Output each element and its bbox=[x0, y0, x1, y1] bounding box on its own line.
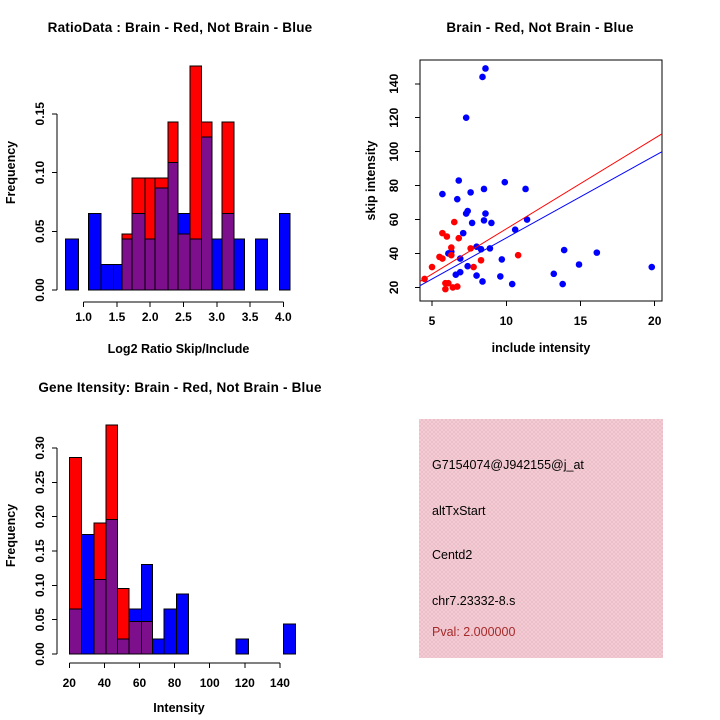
gene-intensity-histogram-plot bbox=[0, 360, 360, 720]
x-tick-label: 20 bbox=[62, 676, 76, 690]
scatter-point-blue bbox=[482, 210, 489, 217]
y-tick-label: 0.05 bbox=[33, 219, 47, 243]
x-tick-label: 3.0 bbox=[208, 310, 226, 324]
probe-id-text: G7154074@J942155@j_at bbox=[432, 458, 584, 472]
histogram-bar-overlap bbox=[155, 188, 168, 290]
histogram-bar-overlap bbox=[141, 621, 152, 654]
x-axis-label: Log2 Ratio Skip/Include bbox=[107, 342, 250, 356]
scatter-point-blue bbox=[452, 271, 459, 278]
panel-ratio-histogram bbox=[0, 0, 360, 360]
histogram-bar-overlap bbox=[132, 213, 145, 290]
scatter-point-blue bbox=[463, 114, 470, 121]
histogram-bar-red bbox=[222, 122, 234, 213]
x-tick-label: 2.5 bbox=[175, 310, 192, 324]
scatter-point-red bbox=[451, 219, 458, 226]
scatter-point-blue bbox=[482, 65, 489, 72]
histogram-bar-overlap bbox=[69, 609, 81, 654]
y-tick-label: 0.10 bbox=[33, 573, 47, 597]
histogram-bar-blue bbox=[82, 535, 94, 654]
scatter-point-blue bbox=[469, 220, 476, 227]
histogram-bar-red bbox=[155, 178, 168, 188]
y-tick-label: 40 bbox=[387, 246, 401, 261]
scatter-point-blue bbox=[509, 281, 516, 288]
x-tick-label: 80 bbox=[167, 676, 182, 690]
x-axis-label: include intensity bbox=[491, 341, 591, 355]
scatter-point-blue bbox=[464, 263, 471, 270]
panel-intensity-scatter bbox=[360, 0, 720, 360]
x-tick-label: 60 bbox=[132, 676, 147, 690]
scatter-point-red bbox=[455, 235, 462, 242]
histogram-bar-blue bbox=[283, 624, 295, 654]
histogram-bar-red bbox=[118, 589, 129, 639]
histogram-bar-blue bbox=[178, 213, 190, 234]
scatter-point-blue bbox=[460, 230, 467, 237]
histogram-bar-red bbox=[145, 178, 155, 239]
histogram-bar-overlap bbox=[129, 621, 141, 654]
histogram-bar-overlap bbox=[118, 639, 129, 654]
y-tick-label: 0.15 bbox=[33, 539, 47, 563]
scatter-title: Brain - Red, Not Brain - Blue bbox=[446, 20, 634, 35]
scatter-point-blue bbox=[499, 256, 506, 263]
histogram-bar-blue bbox=[164, 609, 176, 654]
y-tick-label: 100 bbox=[387, 141, 401, 162]
intensity-scatter-plot bbox=[360, 0, 720, 360]
x-axis-label: Intensity bbox=[153, 701, 205, 715]
y-tick-label: 0.15 bbox=[33, 102, 47, 126]
x-tick-label: 2.0 bbox=[141, 310, 159, 324]
y-axis-label: skip intensity bbox=[364, 140, 378, 221]
gene-info-box bbox=[419, 419, 663, 658]
scatter-point-blue bbox=[439, 191, 446, 198]
scatter-point-blue bbox=[479, 278, 486, 285]
regression-line-red bbox=[420, 134, 662, 282]
scatter-point-blue bbox=[522, 186, 529, 193]
histogram-bar-overlap bbox=[168, 162, 178, 290]
histogram-bar-blue bbox=[129, 609, 141, 621]
scatter-point-red bbox=[442, 286, 449, 293]
histogram-bar-overlap bbox=[190, 239, 201, 290]
histogram-bar-blue bbox=[234, 239, 245, 290]
histogram-bar-red bbox=[94, 523, 106, 579]
scatter-point-blue bbox=[648, 264, 655, 271]
scatter-point-blue bbox=[455, 177, 462, 184]
scatter-point-blue bbox=[561, 247, 568, 254]
ratio-histogram-plot bbox=[0, 0, 360, 360]
histogram-bar-overlap bbox=[94, 579, 106, 654]
x-tick-label: 120 bbox=[234, 676, 255, 690]
histogram-bar-overlap bbox=[178, 234, 190, 290]
scatter-point-red bbox=[439, 255, 446, 262]
histogram-bar-blue bbox=[153, 639, 164, 654]
y-tick-label: 80 bbox=[387, 178, 401, 193]
panel-gene-intensity-histogram bbox=[0, 360, 360, 720]
scatter-point-red bbox=[448, 252, 455, 259]
histogram-bar-blue bbox=[212, 239, 222, 290]
x-tick-label: 10 bbox=[499, 314, 513, 328]
histogram-bar-red bbox=[106, 425, 117, 520]
y-tick-label: 140 bbox=[387, 73, 401, 94]
x-tick-label: 140 bbox=[269, 676, 290, 690]
x-tick-label: 4.0 bbox=[275, 310, 292, 324]
histogram-bar-blue bbox=[255, 239, 267, 290]
histogram-bar-blue bbox=[88, 213, 101, 290]
histogram-bar-red bbox=[201, 122, 212, 137]
x-tick-label: 3.5 bbox=[241, 310, 259, 324]
histogram-bar-overlap bbox=[106, 520, 117, 654]
pval-text: Pval: 2.000000 bbox=[432, 625, 516, 639]
y-axis-label: Frequency bbox=[4, 503, 18, 568]
scatter-point-blue bbox=[550, 271, 557, 278]
scatter-point-red bbox=[429, 264, 436, 271]
y-tick-label: 0.00 bbox=[33, 278, 47, 302]
y-tick-label: 20 bbox=[387, 280, 401, 295]
histogram-bar-red bbox=[168, 122, 178, 162]
histogram-bar-overlap bbox=[122, 239, 132, 290]
y-tick-label: 0.05 bbox=[33, 607, 47, 632]
y-tick-label: 60 bbox=[387, 212, 401, 227]
x-tick-label: 40 bbox=[97, 676, 112, 690]
scatter-point-blue bbox=[501, 179, 508, 186]
scatter-point-blue bbox=[479, 74, 486, 81]
scatter-point-blue bbox=[467, 189, 474, 196]
ratio-histogram-title: RatioData : Brain - Red, Not Brain - Blue bbox=[47, 20, 313, 35]
scatter-point-blue bbox=[463, 210, 470, 217]
y-tick-label: 0.00 bbox=[33, 642, 47, 666]
x-tick-label: 100 bbox=[199, 676, 220, 690]
location-text: chr7.23332-8.s bbox=[432, 594, 516, 608]
panel-gene-info bbox=[360, 360, 720, 720]
histogram-bar-overlap bbox=[201, 137, 212, 290]
scatter-point-blue bbox=[481, 186, 488, 193]
histogram-bar-blue bbox=[114, 265, 123, 290]
histogram-bar-blue bbox=[101, 265, 114, 290]
y-tick-label: 0.20 bbox=[33, 504, 47, 529]
scatter-point-blue bbox=[497, 273, 504, 280]
scatter-point-blue bbox=[473, 272, 480, 279]
x-tick-label: 15 bbox=[573, 314, 588, 328]
histogram-bar-overlap bbox=[145, 239, 155, 290]
scatter-point-red bbox=[515, 252, 522, 259]
histogram-bar-blue bbox=[236, 639, 248, 654]
x-tick-label: 1.0 bbox=[75, 310, 92, 324]
scatter-point-blue bbox=[559, 281, 566, 288]
gene-histogram-title: Gene Itensity: Brain - Red, Not Brain - Blue bbox=[38, 380, 322, 395]
scatter-point-red bbox=[454, 283, 461, 290]
scatter-point-red bbox=[470, 264, 477, 271]
scatter-point-red bbox=[444, 233, 451, 240]
scatter-point-blue bbox=[454, 196, 461, 203]
scatter-point-blue bbox=[576, 261, 583, 268]
histogram-bar-red bbox=[122, 234, 132, 239]
histogram-bar-blue bbox=[279, 213, 290, 290]
scatter-point-red bbox=[478, 257, 485, 264]
scatter-point-blue bbox=[594, 249, 601, 256]
scatter-point-red bbox=[448, 244, 455, 251]
scatter-point-blue bbox=[488, 220, 495, 227]
histogram-bar-blue bbox=[66, 239, 79, 290]
histogram-bar-blue bbox=[141, 564, 152, 621]
gene-name-text: Centd2 bbox=[432, 548, 473, 562]
y-tick-label: 0.30 bbox=[33, 436, 47, 460]
histogram-bar-blue bbox=[176, 594, 188, 654]
regression-line-blue bbox=[420, 152, 662, 286]
y-tick-label: 0.10 bbox=[33, 160, 47, 185]
histogram-bar-red bbox=[190, 66, 201, 239]
y-tick-label: 0.25 bbox=[33, 470, 47, 494]
histogram-bar-red bbox=[132, 178, 145, 213]
x-tick-label: 20 bbox=[648, 314, 662, 328]
y-tick-label: 120 bbox=[387, 107, 401, 128]
y-axis-label: Frequency bbox=[4, 140, 18, 205]
histogram-bar-red bbox=[69, 458, 81, 609]
event-type-text: altTxStart bbox=[432, 504, 486, 518]
scatter-point-blue bbox=[481, 217, 488, 224]
x-tick-label: 1.5 bbox=[108, 310, 126, 324]
histogram-bar-overlap bbox=[222, 213, 234, 290]
x-tick-label: 5 bbox=[428, 314, 436, 328]
